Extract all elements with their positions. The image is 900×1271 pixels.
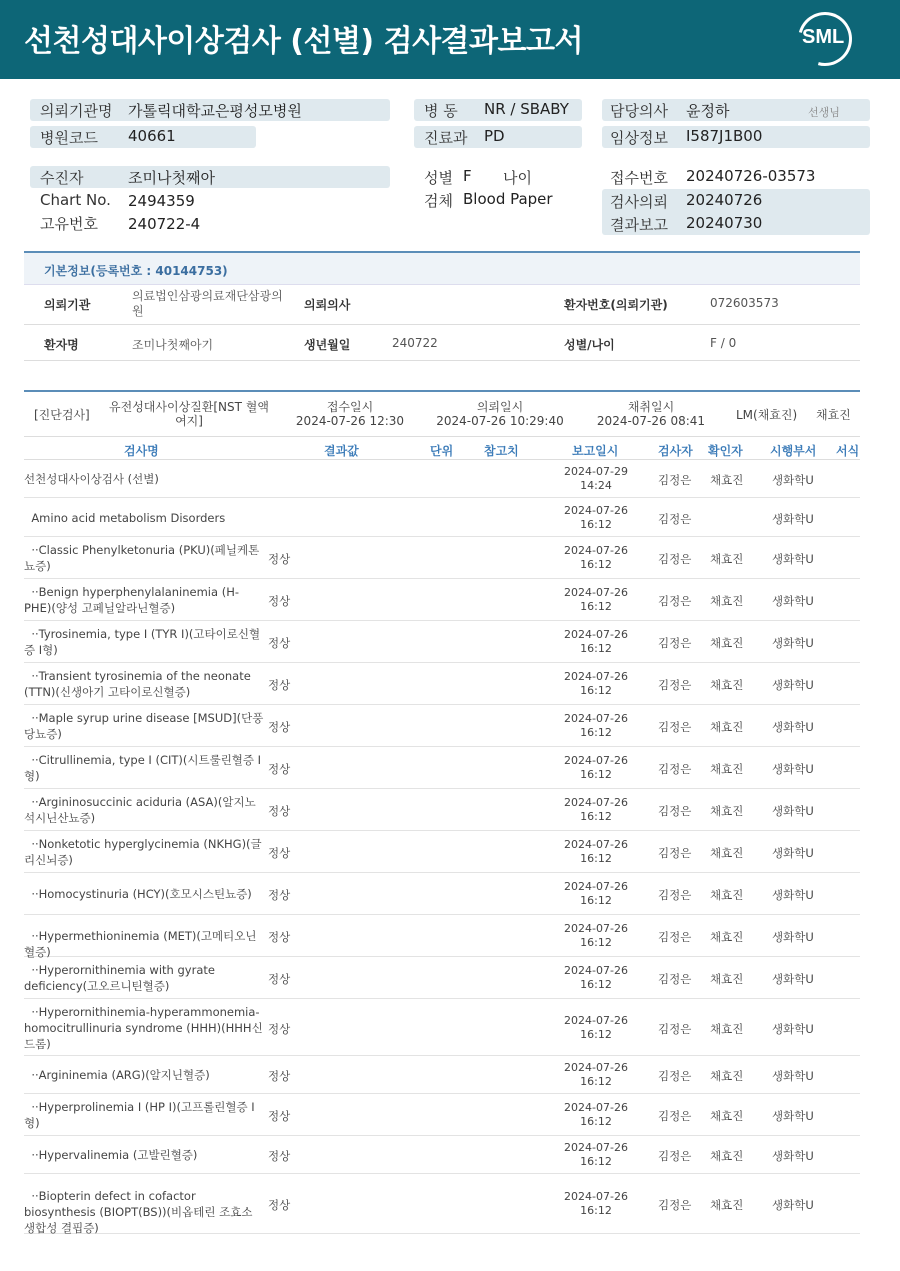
- dept-name: 생화학U: [772, 720, 814, 734]
- table-row: [24, 747, 860, 789]
- doctor-label: 담당의사: [610, 102, 668, 120]
- report-header: [0, 0, 900, 79]
- sex-label: 성별: [424, 169, 453, 187]
- receipt-time: [286, 400, 414, 428]
- report-datetime: [556, 964, 636, 992]
- dept-name: 생화학U: [772, 888, 814, 902]
- dept-name: 생화학U: [772, 1149, 814, 1163]
- report-datetime: [556, 1014, 636, 1042]
- dept-name: 생화학U: [772, 1021, 814, 1036]
- tester-name: 김정은: [658, 720, 692, 734]
- report-time: 16:12: [580, 726, 612, 739]
- report-datetime: [556, 880, 636, 908]
- code-label: 병원코드: [40, 129, 98, 147]
- order-type: [진단검사]: [34, 408, 90, 422]
- basic-pid-value: 072603573: [710, 296, 779, 310]
- test-name: ··Maple syrup urine disease [MSUD](단풍당뇨증): [24, 711, 264, 741]
- receipt-time-label: 접수일시: [326, 400, 374, 414]
- report-date: 2024-07-26: [564, 1141, 628, 1154]
- column-header: [24, 436, 860, 460]
- table-row: [24, 460, 860, 498]
- tester-name: 김정은: [658, 972, 692, 986]
- checker-name: 채효진: [710, 762, 744, 776]
- request-value: 20240726: [686, 191, 763, 209]
- col-tester: 검사자: [658, 444, 693, 458]
- report-datetime: [556, 754, 636, 782]
- table-row: [24, 537, 860, 579]
- table-row: [24, 1174, 860, 1234]
- report-datetime: [556, 838, 636, 866]
- col-ref: 참고치: [484, 444, 519, 458]
- report-time: 16:12: [580, 558, 612, 571]
- checker-name: 채효진: [710, 720, 744, 734]
- basic-pid-label: 환자번호(의뢰기관): [564, 298, 668, 312]
- report-time: 16:12: [580, 642, 612, 655]
- report-date: 2024-07-26: [564, 754, 628, 767]
- basic-dob-value: 240722: [392, 336, 438, 350]
- test-result: 정상: [268, 1109, 291, 1123]
- report-date: 2024-07-26: [564, 628, 628, 641]
- ward-value: NR / SBABY: [484, 100, 569, 118]
- report-date: 2024-07-26: [564, 670, 628, 683]
- doctor-value: 윤정하: [686, 102, 730, 120]
- report-date: 2024-07-26: [564, 1190, 628, 1203]
- table-row: [24, 789, 860, 831]
- report-datetime: [556, 922, 636, 950]
- report-date: 2024-07-26: [564, 1101, 628, 1114]
- ward-label: 병 동: [424, 102, 458, 120]
- report-datetime: [556, 670, 636, 698]
- test-result: 정상: [268, 594, 291, 608]
- checker-name: 채효진: [710, 1069, 744, 1083]
- report-time: 16:12: [580, 1115, 612, 1128]
- report-datetime: [556, 1101, 636, 1129]
- table-row: [24, 957, 860, 999]
- report-time: 16:12: [580, 1075, 612, 1088]
- basic-dob-label: 생년월일: [304, 338, 351, 352]
- basic-info-title: 기본정보(등록번호 : 40144753): [24, 253, 860, 285]
- checker-name: 채효진: [710, 594, 744, 608]
- dept-name: 생화학U: [772, 972, 814, 986]
- logo-text: SML: [802, 26, 845, 48]
- report-date: 2024-07-29: [564, 465, 628, 478]
- table-row: [24, 498, 860, 537]
- result-rows: [24, 460, 860, 1234]
- dept-name: 생화학U: [772, 511, 814, 526]
- specimen-label: 검체: [424, 192, 453, 210]
- tester-name: 김정은: [658, 511, 692, 526]
- checker-name: 채효진: [710, 1109, 744, 1123]
- basic-sexage-label: 성별/나이: [564, 338, 615, 352]
- checker-name: 채효진: [710, 1149, 744, 1163]
- report-date: 2024-07-26: [564, 503, 628, 517]
- patient-label: 수진자: [40, 169, 84, 187]
- tester-name: 김정은: [658, 1021, 692, 1036]
- report-time: 16:12: [580, 1155, 612, 1168]
- inst-label: 의뢰기관명: [40, 102, 113, 120]
- report-datetime: [556, 712, 636, 740]
- test-result: 정상: [268, 1149, 291, 1163]
- collect-time-label: 채취일시: [627, 400, 675, 414]
- tester-name: 김정은: [658, 1069, 692, 1083]
- inst-value: 가톨릭대학교은평성모병원: [128, 102, 302, 120]
- age-label: 나이: [503, 169, 532, 187]
- test-name: ··Biopterin defect in cofactor biosynthesis (BIOPT(BS))(비옵테린 조효소 생합성 결핍증): [24, 1189, 257, 1235]
- report-time: 16:12: [580, 517, 612, 531]
- checker-name: 채효진: [710, 1198, 744, 1212]
- test-result: 정상: [268, 1069, 291, 1083]
- dept-name: 생화학U: [772, 552, 814, 566]
- tester-name: 김정은: [658, 1109, 692, 1123]
- test-result: 정상: [268, 720, 291, 734]
- basic-sexage-value: F / 0: [710, 336, 737, 350]
- report-datetime: [556, 586, 636, 614]
- checker-name: 채효진: [710, 1021, 744, 1036]
- test-result: 정상: [268, 678, 291, 692]
- report-time: 14:24: [580, 479, 612, 492]
- basic-inst-label: 의뢰기관: [44, 298, 91, 312]
- table-row: [24, 1136, 860, 1174]
- test-result: 정상: [268, 762, 291, 776]
- report-time: 16:12: [580, 936, 612, 949]
- sex-value: F: [463, 167, 472, 185]
- dept-name: 생화학U: [772, 1069, 814, 1083]
- report-date: 2024-07-26: [564, 1061, 628, 1074]
- tester-name: 김정은: [658, 473, 692, 487]
- report-time: 16:12: [580, 684, 612, 697]
- report-date: 2024-07-26: [564, 880, 628, 893]
- col-unit: 단위: [430, 444, 454, 458]
- report-time: 16:12: [580, 600, 612, 613]
- tester-name: 김정은: [658, 804, 692, 818]
- test-name: ··Hyperornithinemia-hyperammonemia-homocitrullinuria syndrome (HHH)(HHH신드롬): [24, 1004, 263, 1051]
- dept-name: 생화학U: [772, 678, 814, 692]
- basic-name-value: 조미나첫째아기: [132, 338, 214, 352]
- table-row: [24, 1056, 860, 1094]
- tester-name: 김정은: [658, 678, 692, 692]
- test-result: 정상: [268, 804, 291, 818]
- checker-name: 채효진: [710, 930, 744, 944]
- col-result: 결과값: [324, 444, 359, 458]
- request-time: [430, 400, 570, 428]
- test-name: Amino acid metabolism Disorders: [24, 510, 226, 525]
- chart-value: 2494359: [128, 192, 195, 210]
- code-value: 40661: [128, 127, 176, 145]
- test-name: ··Argininemia (ARG)(알지닌혈증): [24, 1068, 210, 1082]
- report-date: 2024-07-26: [564, 964, 628, 977]
- checker-name: 채효진: [710, 636, 744, 650]
- report-time: 16:12: [580, 810, 612, 823]
- receipt-time-value: 2024-07-26 12:30: [295, 414, 405, 428]
- dept-name: 생화학U: [772, 804, 814, 818]
- specimen-value: Blood Paper: [463, 190, 553, 208]
- dept-name: 생화학U: [772, 594, 814, 608]
- test-name: ··Nonketotic hyperglycinemia (NKHG)(글리신뇌증): [24, 837, 262, 867]
- checker-name: 채효진: [710, 473, 744, 487]
- receipt-value: 20240726-03573: [686, 167, 816, 185]
- report-datetime: [556, 1061, 636, 1089]
- report-title: 선천성대사이상검사 (선별) 검사결과보고서: [24, 24, 583, 59]
- report-date: 2024-07-26: [564, 586, 628, 599]
- test-result: 정상: [268, 888, 291, 902]
- sml-logo: [798, 12, 854, 66]
- test-result: 정상: [268, 972, 291, 986]
- report-label: 결과보고: [610, 216, 668, 234]
- tester-name: 김정은: [658, 594, 692, 608]
- report-datetime: [556, 544, 636, 572]
- doctor-suffix: 선생님: [808, 106, 840, 119]
- collect-time-value: 2024-07-26 08:41: [596, 414, 706, 428]
- dept-name: 생화학U: [772, 1109, 814, 1123]
- tester-name: 김정은: [658, 1198, 692, 1212]
- test-name: ··Citrullinemia, type I (CIT)(시트룰린혈증 I형): [24, 753, 262, 783]
- patient-value: 조미나첫째아: [128, 169, 215, 187]
- table-row: [24, 999, 860, 1056]
- report-time: 16:12: [580, 852, 612, 865]
- report-date: 2024-07-26: [564, 838, 628, 851]
- dept-name: 생화학U: [772, 636, 814, 650]
- report-time: 16:12: [580, 978, 612, 991]
- collect-time: [590, 400, 712, 428]
- dept-value: PD: [484, 127, 505, 145]
- test-name: ··Hypermethioninemia (MET)(고메티오닌혈증): [24, 929, 257, 959]
- dept-name: 생화학U: [772, 930, 814, 944]
- report-date: 2024-07-26: [564, 796, 628, 809]
- report-date: 2024-07-26: [564, 712, 628, 725]
- results-table: [24, 390, 860, 1234]
- col-report: 보고일시: [572, 444, 619, 458]
- col-dept: 시행부서: [770, 444, 817, 458]
- tester-name: 김정은: [658, 846, 692, 860]
- tester-name: 김정은: [658, 636, 692, 650]
- report-datetime: [556, 1190, 636, 1218]
- basic-name-label: 환자명: [44, 338, 79, 352]
- basic-info-row: [24, 285, 860, 325]
- checker-name: 채효진: [710, 804, 744, 818]
- test-result: 정상: [268, 552, 291, 566]
- checker-name: 채효진: [710, 846, 744, 860]
- table-row: [24, 1094, 860, 1136]
- test-name: ··Transient tyrosinemia of the neonate (TTN)(신생아기 고타이로신혈증): [24, 669, 255, 699]
- test-result: 정상: [268, 846, 291, 860]
- report-time: 16:12: [580, 1027, 612, 1041]
- test-result: 정상: [268, 1021, 291, 1036]
- table-row: [24, 579, 860, 621]
- clinical-value: I587J1B00: [686, 127, 763, 145]
- test-name: ··Tyrosinemia, type I (TYR I)(고타이로신혈증 I형): [24, 627, 261, 657]
- checker-name: 채효진: [710, 678, 744, 692]
- checker-name: 채효진: [710, 552, 744, 566]
- table-row: [24, 831, 860, 873]
- test-name: ··Argininosuccinic aciduria (ASA)(알지노석시닌산뇨증): [24, 795, 256, 825]
- report-time: 16:12: [580, 768, 612, 781]
- table-row: [24, 915, 860, 957]
- lm-info: LM(채효진): [736, 408, 798, 422]
- test-name: ··Classic Phenylketonuria (PKU)(페닐케톤뇨증): [24, 543, 260, 573]
- test-name: ··Hyperprolinemia I (HP I)(고프롤린혈증 I형): [24, 1100, 255, 1130]
- table-row: [24, 705, 860, 747]
- unique-label: 고유번호: [40, 215, 98, 233]
- tester-name: 김정은: [658, 930, 692, 944]
- col-name: 검사명: [124, 444, 159, 458]
- report-datetime: [556, 796, 636, 824]
- request-label: 검사의뢰: [610, 193, 668, 211]
- test-result: 정상: [268, 636, 291, 650]
- request-time-label: 의뢰일시: [476, 400, 524, 414]
- report-datetime: [556, 465, 636, 493]
- checker-name: 채효진: [710, 888, 744, 902]
- clinical-label: 임상정보: [610, 129, 668, 147]
- report-date: 2024-07-26: [564, 1013, 628, 1027]
- dept-name: 생화학U: [772, 846, 814, 860]
- dept-name: 생화학U: [772, 473, 814, 487]
- test-result: 정상: [268, 930, 291, 944]
- report-date: 2024-07-26: [564, 544, 628, 557]
- basic-info-table: [24, 251, 860, 361]
- tester-name: 김정은: [658, 762, 692, 776]
- receipt-label: 접수번호: [610, 169, 668, 187]
- lm-name: 채효진: [816, 408, 851, 422]
- table-row: [24, 663, 860, 705]
- test-name: ··Hyperornithinemia with gyrate deficiency(고오르니틴혈증): [24, 963, 219, 993]
- unique-value: 240722-4: [128, 215, 201, 233]
- chart-label: Chart No.: [40, 191, 111, 209]
- test-result: 정상: [268, 1198, 291, 1212]
- report-date: 2024-07-26: [564, 922, 628, 935]
- dept-name: 생화학U: [772, 1198, 814, 1212]
- col-format: 서식: [836, 444, 860, 458]
- table-row: [24, 873, 860, 915]
- test-name: ··Hypervalinemia (고발린혈증): [24, 1148, 198, 1162]
- tester-name: 김정은: [658, 552, 692, 566]
- order-meta: [24, 392, 860, 436]
- test-name: ··Homocystinuria (HCY)(호모시스틴뇨증): [24, 887, 252, 901]
- test-name: 선천성대사이상검사 (선별): [24, 472, 159, 486]
- report-datetime: [556, 504, 636, 532]
- report-time: 16:12: [580, 894, 612, 907]
- tester-name: 김정은: [658, 888, 692, 902]
- checker-name: 채효진: [710, 972, 744, 986]
- table-row: [24, 621, 860, 663]
- dept-name: 생화학U: [772, 762, 814, 776]
- test-name: ··Benign hyperphenylalaninemia (H-PHE)(양성 고페닐알라닌혈증): [24, 585, 239, 615]
- basic-inst-value: 의료법인삼광의료재단삼광의원: [132, 289, 283, 318]
- tester-name: 김정은: [658, 1149, 692, 1163]
- dept-label: 진료과: [424, 129, 468, 147]
- report-datetime: [556, 1141, 636, 1169]
- col-checker: 확인자: [708, 444, 743, 458]
- request-time-value: 2024-07-26 10:29:40: [436, 414, 564, 428]
- order-test: 유전성대사이상질환[NST 혈액여지]: [109, 400, 269, 428]
- report-value: 20240730: [686, 214, 763, 232]
- report-time: 16:12: [580, 1204, 612, 1217]
- report-datetime: [556, 628, 636, 656]
- basic-doctor-label: 의뢰의사: [304, 298, 351, 312]
- basic-info-row: [24, 325, 860, 361]
